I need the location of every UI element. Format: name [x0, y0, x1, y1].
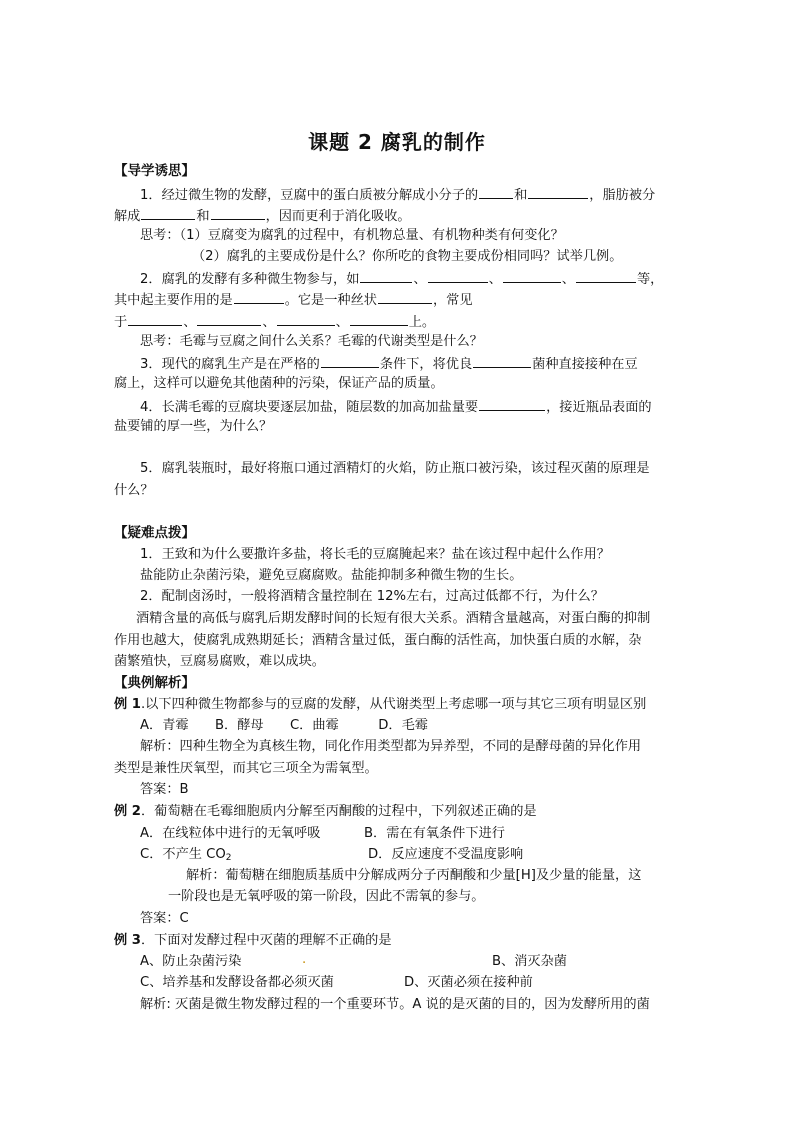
- example-2-answer: 答案：C: [140, 911, 189, 926]
- example-2-option-a: A．在线粒体中进行的无氧呼吸: [140, 826, 321, 841]
- example-3-question: 例 3．下面对发酵过程中灭菌的理解不正确的是: [114, 933, 392, 948]
- page-title: 课题 2 腐乳的制作: [308, 130, 486, 154]
- section-heading-guide: 【导学诱思】: [114, 163, 195, 179]
- think-2: 思考：毛霉与豆腐之间什么关系？毛霉的代谢类型是什么？: [140, 334, 483, 349]
- example-1-question: 例 1.以下四种微生物都参与的豆腐的发酵，从代谢类型上考虑哪一项与其它三项有明显区别: [114, 697, 647, 712]
- example-1-options: A．青霉 B．酵母 C．曲霉 D．毛霉: [140, 718, 428, 733]
- tip-2-answer-line-1: 酒精含量的高低与腐乳后期发酵时间的长短有很大关系。酒精含量越高，对蛋白酶的抑制: [136, 611, 651, 626]
- answer-blank[interactable]: [503, 268, 561, 283]
- tip-1-question: 1．王致和为什么要撒许多盐，将长毛的豆腐腌起来？盐在该过程中起什么作用？: [140, 547, 610, 562]
- tip-2-question: 2．配制卤汤时，一般将酒精含量控制在 12%左右，过高过低都不行，为什么？: [140, 589, 604, 604]
- example-2-question: 例 2．葡萄糖在毛霉细胞质内分解至丙酮酸的过程中，下列叙述正确的是: [114, 804, 537, 819]
- question-3-line-1: 3．现代的腐乳生产是在严格的 条件下，将优良 菌种直接接种在豆: [140, 353, 682, 375]
- answer-blank[interactable]: [576, 268, 636, 283]
- answer-blank[interactable]: [197, 311, 261, 326]
- example-2-explanation-1: 解析：葡萄糖在细胞质基质中分解成两分子丙酮酸和少量[H]及少量的能量，这: [186, 868, 642, 883]
- question-5-line-1: 5．腐乳装瓶时，最好将瓶口通过酒精灯的火焰，防止瓶口被污染，该过程灭菌的原理是: [140, 461, 650, 476]
- answer-blank[interactable]: [479, 396, 545, 411]
- example-1-answer: 答案：B: [140, 782, 189, 797]
- example-1-explanation-2: 类型是兼性厌氧型，而其它三项全为需氧型。: [114, 761, 378, 776]
- answer-blank[interactable]: [473, 353, 531, 368]
- example-3-option-d: D、灭菌必须在接种前: [404, 975, 533, 990]
- section-heading-examples: 【典例解析】: [114, 675, 195, 691]
- example-2-explanation-2: 一阶段也是无氧呼吸的第一阶段，因此不需氧的参与。: [168, 889, 485, 904]
- answer-blank[interactable]: [350, 311, 408, 326]
- question-1-line-2: 解成 和 ，因而更利于消化吸收。: [114, 205, 682, 227]
- example-3-option-c: C、培养基和发酵设备都必须灭菌: [140, 975, 334, 990]
- section-heading-tips: 【疑难点拨】: [114, 525, 195, 541]
- question-2-line-3: 于 、 、 、 上。: [114, 311, 682, 333]
- example-1-explanation-1: 解析：四种生物全为真核生物，同化作用类型都为异养型，不同的是酵母菌的异化作用: [140, 739, 642, 754]
- answer-blank[interactable]: [378, 289, 432, 304]
- example-2-option-d: D．反应速度不受温度影响: [368, 847, 524, 862]
- tip-1-answer: 盐能防止杂菌污染，避免豆腐腐败。盐能抑制多种微生物的生长。: [140, 568, 523, 583]
- answer-blank[interactable]: [211, 205, 265, 220]
- question-1-line-1: 1．经过微生物的发酵，豆腐中的蛋白质被分解成小分子的 和 ，脂肪被分: [140, 184, 682, 206]
- question-3-line-2: 腐上，这样可以避免其他菌种的污染，保证产品的质量。: [114, 376, 444, 391]
- stray-dot: .: [302, 952, 307, 967]
- think-1a: 思考：（1）豆腐变为腐乳的过程中，有机物总量、有机物种类有何变化？: [140, 228, 564, 243]
- example-2-option-b: B．需在有氧条件下进行: [364, 826, 505, 841]
- answer-blank[interactable]: [528, 184, 588, 199]
- answer-blank[interactable]: [360, 268, 412, 283]
- question-4-line-1: 4．长满毛霉的豆腐块要逐层加盐，随层数的加高加盐量要 ，接近瓶品表面的: [140, 396, 682, 418]
- tip-2-answer-line-3: 菌繁殖快，豆腐易腐败，难以成块。: [114, 654, 325, 669]
- think-1b: （2）腐乳的主要成份是什么？你所吃的食物主要成份相同吗？试举几例。: [192, 249, 623, 264]
- example-3-option-a: A、防止杂菌污染: [140, 954, 242, 969]
- question-2-line-1: 2．腐乳的发酵有多种微生物参与，如 、 、 、 等，: [140, 268, 682, 290]
- answer-blank[interactable]: [128, 311, 182, 326]
- example-2-option-c: C．不产生 $CO_2$: [140, 847, 232, 863]
- answer-blank[interactable]: [428, 268, 488, 283]
- question-5-line-2: 什么？: [114, 483, 154, 498]
- question-4-line-2: 盐要铺的厚一些，为什么？: [114, 419, 273, 434]
- tip-2-answer-line-2: 作用也越大，使腐乳成熟期延长；酒精含量过低，蛋白酶的活性高，加快蛋白质的水解，杂: [114, 633, 642, 648]
- answer-blank[interactable]: [141, 205, 195, 220]
- answer-blank[interactable]: [321, 353, 379, 368]
- answer-blank[interactable]: [479, 184, 513, 199]
- example-3-explanation: 解析: 灭菌是微生物发酵过程的一个重要环节。A 说的是灭菌的目的，因为发酵所用的菌: [140, 997, 650, 1012]
- answer-blank[interactable]: [277, 311, 335, 326]
- question-2-line-2: 其中起主要作用的是 。它是一种丝状 ，常见: [114, 289, 682, 311]
- answer-blank[interactable]: [234, 289, 284, 304]
- example-3-option-b: B、消灭杂菌: [492, 954, 567, 969]
